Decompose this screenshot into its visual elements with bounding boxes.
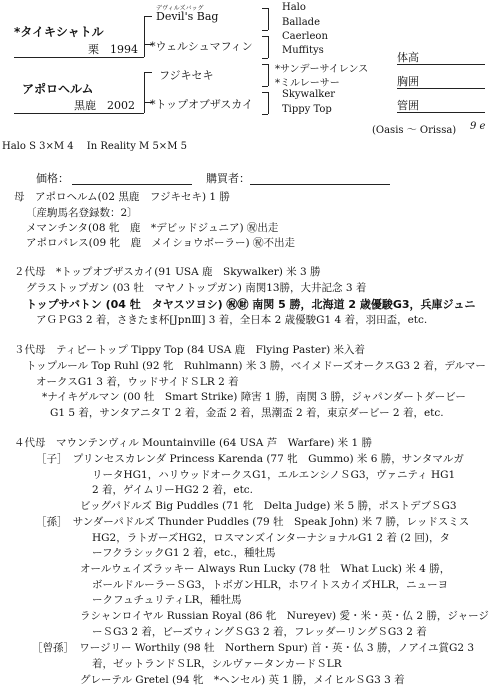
g3-ballade: Ballade bbox=[282, 17, 320, 28]
section-line: ボールドルーラーＳG3，トボガンHLR，ホワイトスカイズHLR，ニューヨ bbox=[92, 579, 449, 591]
section-line: ３代母 ティピートップ Tippy Top (84 USA 鹿 Flying Paster) 米入着 bbox=[14, 344, 366, 356]
cannon-field bbox=[397, 112, 485, 113]
section-line: G1 5 着，サンタアニタＴ 2 着，金盃 2 着，黒潮盃 2 着，東京ダービー 2 着，etc. bbox=[50, 407, 444, 419]
dam-sire: フジキセキ bbox=[159, 69, 214, 82]
section-line: ーフクラシックG1 2 着，etc.，種牡馬 bbox=[92, 547, 276, 559]
g3-sunday-silence: *サンデーサイレンス bbox=[275, 64, 369, 75]
section-line: ーＳG3 2 着，ビーズウィングＳG3 2 着，フレッダーリングＳG3 2 着 bbox=[92, 626, 427, 638]
section-line: メマンチンタ(08 牝 鹿 *デビッドジュニア) ㊗出走 bbox=[26, 222, 279, 234]
g3-halo: Halo bbox=[282, 2, 306, 13]
price-label: 価格： bbox=[36, 172, 69, 185]
section-line: アＧＰG3 2 着，さきたま杯[JpnⅢ] 3 着，全日本 2 歳優駿G1 4 着，羽田盃，etc. bbox=[36, 314, 428, 326]
g3-mill-racer: *ミルレーサー bbox=[275, 78, 340, 89]
section-line: ４代母 マウンテンヴィル Mountainville (64 USA 芦 Warfare) 米 1 勝 bbox=[14, 437, 373, 449]
section-line: *ナイキゲルマン (00 牡 Smart Strike) 障害 1 勝，南関 3 勝，ジャパンダートダービー bbox=[42, 391, 466, 403]
height-label: 体高 bbox=[397, 51, 419, 64]
buyer-field bbox=[250, 184, 390, 185]
section-line: ビッグパドルズ Big Puddles (71 牝 Delta Judge) 米 5 勝，ポストデブＳG3 bbox=[80, 500, 457, 512]
section-line: ラシャンロイヤル Russian Royal (86 牝 Nureyev) 愛・米・英・仏 2 勝，ジャージ bbox=[80, 610, 489, 622]
g3-skywalker: Skywalker bbox=[282, 89, 336, 100]
section-line: 母 アポロヘルム(02 黒鹿 フジキセキ) 1 勝 bbox=[14, 191, 230, 203]
sire-dam: *ウェルシュマフィン bbox=[150, 40, 253, 53]
dam-dam: *トップオブザスカイ bbox=[150, 98, 253, 111]
dam-color-year: 黒鹿 2002 bbox=[74, 99, 135, 112]
section-line: リータHG1，ハリウッドオークスG1，エルエンシノＳG3，ヴァニティ HG1 bbox=[92, 469, 456, 481]
dam-bracket bbox=[144, 72, 145, 113]
section-line: 〔産駒馬名登録数：2〕 bbox=[26, 207, 138, 219]
height-field bbox=[397, 64, 485, 65]
sire-color-year: 栗 1994 bbox=[88, 43, 138, 56]
section-line: オークスG1 3 着，ウッドサイドＳLR 2 着 bbox=[36, 376, 239, 388]
sire-sire-ruby: デヴィルズバッグ bbox=[156, 5, 204, 12]
nick-code: 9 e bbox=[470, 121, 486, 132]
price-field bbox=[72, 184, 192, 185]
section-line: オールウェイズラッキー Always Run Lucky (78 牡 What Luck) 米 4 勝， bbox=[80, 563, 451, 575]
section-line: ２代母 *トップオブザスカイ(91 USA 鹿 Skywalker) 米 3 勝 bbox=[14, 266, 321, 278]
section-line: HG2，ラトガーズHG2，ロスマンズインターナショナルG1 2 着 (2 回)，タ bbox=[92, 532, 450, 544]
section-line: 2 着，ゲイムリーHG2 2 着，etc. bbox=[92, 484, 254, 496]
sire-bracket bbox=[144, 16, 145, 57]
cannon-label: 管囲 bbox=[397, 99, 419, 112]
section-line-bold: トップサバトン (04 牡 タヤスツヨシ) ㊗㊖ 南関 5 勝，北海道 2 歳優駿G3，兵庫ジュニ bbox=[26, 298, 476, 311]
dam-underline bbox=[14, 113, 144, 114]
section-line: ［子］ プリンセスカレンダ Princess Karenda (77 牝 Gummo) 米 6 勝，サンタマルガ bbox=[36, 453, 464, 465]
section-line: 着，ゼットランドＳLR，シルヴァータンカードＳLR bbox=[92, 658, 342, 670]
nick-text: (Oasis 〜 Orissa) bbox=[372, 125, 457, 136]
section-line: ［孫］ サンダーパドルズ Thunder Puddles (79 牡 Speak John) 米 7 勝，レッドスミス bbox=[36, 516, 470, 528]
section-line: ［曾孫］ ワージリー Worthily (98 牡 Northern Spur) 首・英・仏 3 勝，ノアイユ賞G2 3 bbox=[32, 642, 475, 654]
section-line: グラストップガン (03 牡 マヤノトップガン) 南関13勝，大井記念 3 着 bbox=[26, 282, 367, 294]
section-line: アポロパレス(09 牝 鹿 メイショウボーラー) ㊗不出走 bbox=[26, 237, 295, 249]
sire-sire: Devil's Bag bbox=[156, 10, 219, 23]
girth-field bbox=[397, 88, 485, 89]
section-line: ークフュチュリティLR，種牡馬 bbox=[92, 594, 242, 606]
section-line: グレーテル Gretel (94 牝 *ヘンセル) 英 1 勝，メイヒルＳG3 3 着 bbox=[80, 674, 405, 686]
inbreeding-line: Halo S 3×M 4 In Reality M 5×M 5 bbox=[2, 141, 187, 152]
dam-name: アポロヘルム bbox=[22, 82, 94, 96]
section-line: トップルール Top Ruhl (92 牝 Ruhlmann) 米 3 勝，ベイメドーズオークスG3 2 着，デルマー bbox=[26, 360, 486, 372]
girth-label: 胸囲 bbox=[397, 75, 419, 88]
sire-name: *タイキシャトル bbox=[14, 25, 104, 39]
buyer-label: 購買者： bbox=[206, 172, 250, 185]
g3-muffitys: Muffitys bbox=[282, 45, 324, 56]
sire-underline bbox=[14, 57, 144, 58]
g3-caerleon: Caerleon bbox=[282, 31, 328, 42]
g3-tippy-top: Tippy Top bbox=[282, 104, 332, 115]
